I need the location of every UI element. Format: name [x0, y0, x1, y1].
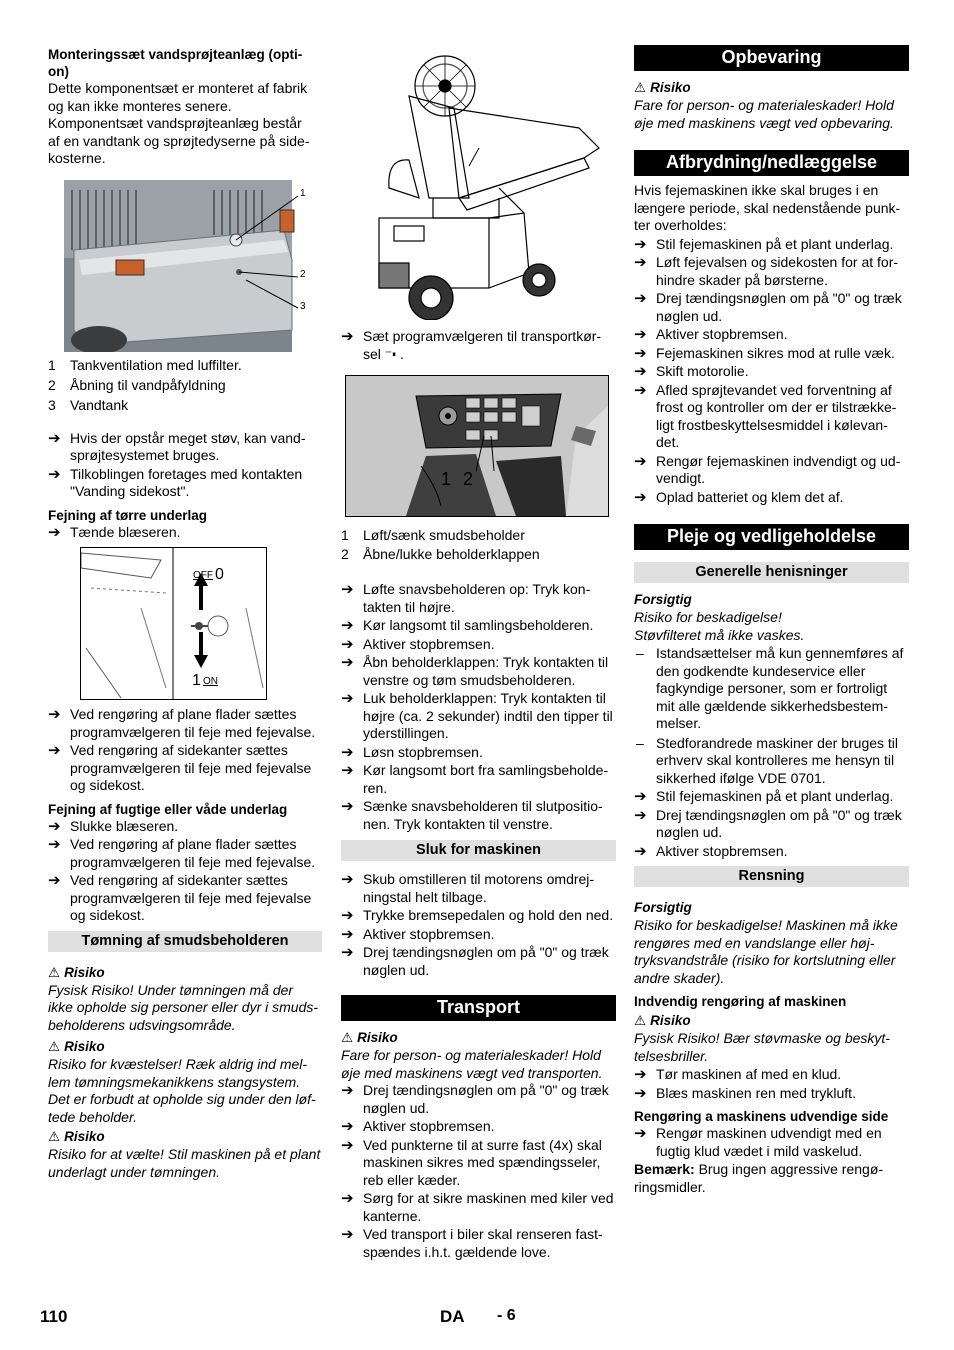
risk-label: ⚠ Risiko: [48, 1039, 105, 1054]
arrow-icon: ➔: [341, 871, 354, 888]
arrow-icon: ➔: [341, 690, 354, 707]
step-item: ➔ Blæs maskinen ren med trykluft.: [634, 1084, 856, 1102]
arrow-icon: ➔: [634, 326, 647, 343]
legend-item: 1 Tankventilation med luffilter.: [48, 356, 242, 373]
fan-switch-figure: [80, 547, 267, 700]
shutdown-intro: længere periode, skal nedenstående punk-: [634, 199, 901, 216]
step-item: ➔ Tilkoblingen foretages med kontakten "Vanding sidekost".: [48, 465, 303, 499]
arrow-icon: ➔: [634, 381, 647, 399]
kit-text-3: Komponentsæt vandsprøjteanlæg består: [48, 115, 302, 131]
arrow-icon: ➔: [634, 452, 647, 470]
arrow-icon: ➔: [634, 1084, 647, 1102]
risk-text: underlagt under tømningen.: [48, 1163, 220, 1180]
wet-title: Fejning af fugtige eller våde underlag: [48, 801, 288, 817]
risk-label: ⚠ Risiko: [634, 1013, 691, 1028]
caution-text: Risiko for beskadigelse! Maskinen må ikke: [634, 917, 898, 933]
photo-callout-3: 3: [300, 300, 306, 312]
photo-callout-1: 1: [300, 187, 306, 199]
warning-icon: ⚠: [634, 1013, 647, 1028]
step-item: ➔ Afled sprøjtevandet ved forventning af frost og kontroller om der er tilstrække-ligt frostbeskyttelsesmiddel i kølevan-det.: [634, 381, 897, 450]
step-item: ➔ Sæt programvælgeren til transportkør-sel ⁻🢞 .: [341, 328, 602, 362]
arrow-icon: ➔: [341, 1136, 354, 1154]
caution-label: Forsigtig: [634, 592, 692, 607]
outside-title: Rengøring a maskinens udvendige side: [634, 1109, 889, 1124]
dash-item: – Stedforandrede maskiner der bruges til erhverv skal kontrolleres me hensyn til sikkerhed ifølge VDE 0701.: [636, 734, 899, 786]
step-item: ➔ Ved rengøring af sidekanter sættes programvælgeren til feje med fejevalse og sidekost.: [48, 872, 312, 923]
storage-title: Opbevaring: [634, 45, 909, 71]
risk-text: Fysisk Risiko! Under tømningen må der: [48, 981, 294, 998]
sub-page-number: - 6: [497, 1307, 516, 1324]
column-left: [48, 40, 322, 1181]
arrow-icon: ➔: [341, 907, 354, 924]
arrow-icon: ➔: [48, 836, 61, 853]
step-item: ➔ Drej tændingsnøglen om på "0" og træk nøglen ud.: [634, 806, 902, 840]
risk-text: øje med maskinens vægt ved opbevaring.: [634, 114, 894, 131]
step-item: ➔ Løsn stopbremsen.: [341, 743, 483, 761]
arrow-icon: ➔: [634, 290, 647, 307]
arrow-icon: ➔: [341, 1190, 354, 1207]
arrow-icon: ➔: [341, 743, 354, 761]
column-middle: [341, 40, 616, 1261]
risk-label: ⚠ Risiko: [48, 1129, 105, 1144]
risk-text: Det er forbudt at opholde sig under den løf-: [48, 1091, 316, 1107]
risk-text: beholderens udsvingsområde.: [48, 1016, 236, 1033]
risk-label: ⚠ Risiko: [634, 80, 691, 95]
arrow-icon: ➔: [634, 788, 647, 805]
risk-text: Risiko for kvæstelser! Ræk aldrig ind mel-: [48, 1056, 308, 1072]
caution-label: Forsigtig: [634, 900, 692, 915]
caution-text: tryksvandstråle (risiko for kortslutning eller: [634, 952, 896, 968]
step-item: ➔ Aktiver stopbremsen.: [634, 842, 788, 860]
caution-text: Støvfilteret må ikke vaskes.: [634, 626, 805, 643]
arrow-icon: ➔: [634, 1125, 647, 1142]
arrow-icon: ➔: [341, 635, 354, 653]
step-item: ➔ Ved rengøring af plane flader sættes programvælgeren til feje med fejevalse.: [48, 836, 316, 870]
step-item: ➔ Drej tændingsnøglen om på "0" og træk nøglen ud.: [341, 1082, 609, 1116]
arrow-icon: ➔: [634, 254, 647, 271]
kit-text-4: af en vandtank og sprøjtedyserne på side-: [48, 132, 310, 149]
switch-on-label: ON: [203, 676, 218, 687]
step-item: ➔ Oplad batteriet og klem det af.: [634, 488, 844, 506]
language-code: DA: [440, 1307, 465, 1326]
caution-text: rengøres med en vandslange eller høj-: [634, 934, 875, 951]
arrow-icon: ➔: [341, 581, 354, 598]
arrow-icon: ➔: [48, 465, 61, 483]
arrow-icon: ➔: [634, 344, 647, 362]
step-item: ➔ Ved rengøring af plane flader sættes programvælgeren til feje med fejevalse.: [48, 706, 316, 740]
arrow-icon: ➔: [341, 328, 354, 345]
off-section-title: Sluk for maskinen: [341, 840, 616, 861]
step-item: ➔ Skub omstilleren til motorens omdrej-ningstal helt tilbage.: [341, 871, 595, 905]
step-item: ➔ Rengør fejemaskinen indvendigt og ud-vendigt.: [634, 452, 901, 486]
arrow-icon: ➔: [634, 1066, 647, 1083]
control-panel-photo: [345, 375, 609, 517]
step-item: ➔ Hvis der opstår meget støv, kan vand-sprøjtesystemet bruges.: [48, 429, 306, 463]
step-item: ➔ Fejemaskinen sikres mod at rulle væk.: [634, 344, 895, 362]
risk-text: ikke opholde sig personer eller dyr i smuds-: [48, 999, 319, 1015]
risk-text: Fysisk Risiko! Bær støvmaske og beskyt-: [634, 1030, 890, 1046]
kit-text-5: kosterne.: [48, 150, 106, 166]
step-item: ➔ Aktiver stopbremsen.: [341, 1118, 495, 1135]
risk-text: øje med maskinens vægt ved transporten.: [341, 1064, 603, 1081]
step-item: ➔ Sørg for at sikre maskinen med kiler ved kanterne.: [341, 1190, 614, 1224]
step-item: ➔ Aktiver stopbremsen.: [634, 326, 788, 343]
legend-item: 2 Åbning til vandpåfyldning: [48, 376, 226, 393]
step-item: ➔ Aktiver stopbremsen.: [341, 925, 495, 943]
arrow-icon: ➔: [341, 617, 354, 634]
step-item: ➔ Luk beholderklappen: Tryk kontakten til højre (ca. 2 sekunder) indtil den tipper til yderstillingen.: [341, 690, 613, 741]
risk-text: Fare for person- og materialeskader! Hold: [634, 97, 894, 113]
arrow-icon: ➔: [48, 742, 61, 759]
step-item: ➔ Løfte snavsbeholderen op: Tryk kon-takten til højre.: [341, 581, 591, 615]
dry-title: Fejning af tørre underlag: [48, 507, 208, 523]
step-item: ➔ Åbn beholderklappen: Tryk kontakten til venstre og tøm smudsbeholderen.: [341, 654, 609, 688]
warning-icon: ⚠: [634, 80, 647, 95]
risk-text: Fare for person- og materialeskader! Hold: [341, 1047, 601, 1063]
step-item: ➔ Stil fejemaskinen på et plant underlag.: [634, 235, 894, 253]
arrow-icon: ➔: [634, 842, 647, 860]
column-right: [634, 40, 909, 1196]
risk-label: ⚠ Risiko: [48, 964, 105, 980]
arrow-icon: ➔: [634, 806, 647, 824]
step-item: ➔ Løft fejevalsen og sidekosten for at for-hindre skader på børsterne.: [634, 254, 899, 288]
arrow-icon: ➔: [341, 1082, 354, 1099]
panel-label-2: 2: [463, 469, 474, 489]
panel-label-1: 1: [441, 469, 452, 489]
step-item: ➔ Sænke snavsbeholderen til slutpositio-nen. Tryk kontakten til venstre.: [341, 798, 603, 832]
arrow-icon: ➔: [341, 925, 354, 943]
legend-item: 2 Åbne/lukke beholderklappen: [341, 546, 540, 562]
step-item: ➔ Tør maskinen af med en klud.: [634, 1066, 842, 1083]
caution-text: andre skader).: [634, 969, 725, 986]
step-item: ➔ Aktiver stopbremsen.: [341, 635, 495, 653]
arrow-icon: ➔: [341, 798, 354, 815]
step-item: ➔ Kør langsomt bort fra samlingsbeholde-ren.: [341, 762, 609, 796]
legend-item: 1 Løft/sænk smudsbeholder: [341, 527, 525, 543]
arrow-icon: ➔: [48, 817, 61, 835]
step-item: ➔ Ved rengøring af sidekanter sættes programvælgeren til feje med fejevalse og sidekost.: [48, 742, 312, 793]
shutdown-intro: ter overholdes:: [634, 217, 727, 233]
step-item: ➔ Trykke bremsepedalen og hold den ned.: [341, 907, 614, 924]
arrow-icon: ➔: [341, 762, 354, 779]
step-item: ➔ Rengør maskinen udvendigt med en fugtig klud vædet i mild vaskelud.: [634, 1125, 882, 1159]
page-number: 110: [40, 1307, 68, 1326]
caution-text: Risiko for beskadigelse!: [634, 609, 782, 625]
risk-text: Risiko for at vælte! Stil maskinen på et plant: [48, 1146, 321, 1162]
kit-title: Monteringssæt vandsprøjteanlæg (opti-on): [48, 47, 303, 79]
transport-title: Transport: [341, 995, 616, 1021]
arrow-icon: ➔: [634, 235, 647, 253]
dash-item: – Istandsættelser må kun gennemføres af den godkendte kundeservice eller fagkyndige personer, som er fortroligt mit alle gældende sikkerhedsbestem-melser.: [636, 645, 904, 731]
water-tank-photo: [64, 180, 309, 352]
step-item: ➔ Kør langsomt til samlingsbeholderen.: [341, 617, 594, 634]
step-item: ➔ Tænde blæseren.: [48, 523, 181, 541]
clean-title: Rensning: [634, 866, 909, 887]
warning-icon: ⚠: [48, 964, 61, 980]
warning-icon: ⚠: [341, 1030, 354, 1045]
arrow-icon: ➔: [634, 363, 647, 380]
risk-text: lem tømningsmekanikkens stangsystem.: [48, 1073, 301, 1090]
kit-text-2: og kan ikke monteres senere.: [48, 97, 232, 114]
arrow-icon: ➔: [341, 944, 354, 961]
switch-off-label: OFF: [193, 570, 213, 581]
care-title: Pleje og vedligeholdelse: [634, 524, 909, 550]
step-item: ➔ Stil fejemaskinen på et plant underlag.: [634, 788, 894, 805]
step-item: ➔ Ved punkterne til at surre fast (4x) skal maskinen sikres med spændingsseler, reb eller kæder.: [341, 1136, 602, 1188]
arrow-icon: ➔: [341, 654, 354, 671]
photo-callout-2: 2: [300, 268, 306, 280]
shutdown-intro: Hvis fejemaskinen ikke skal bruges i en: [634, 182, 879, 198]
arrow-icon: ➔: [634, 488, 647, 506]
step-item: ➔ Skift motorolie.: [634, 363, 749, 380]
step-item: ➔ Ved transport i biler skal renseren fast-spændes i.h.t. gældende love.: [341, 1226, 603, 1260]
switch-one-label: 1: [192, 672, 201, 689]
arrow-icon: ➔: [48, 706, 61, 723]
risk-text: tede beholder.: [48, 1108, 137, 1125]
arrow-icon: ➔: [341, 1118, 354, 1135]
inside-title: Indvendig rengøring af maskinen: [634, 994, 847, 1009]
kit-text-1: Dette komponentsæt er monteret af fabrik: [48, 80, 308, 96]
arrow-icon: ➔: [48, 523, 61, 541]
risk-text: telsesbriller.: [634, 1047, 709, 1064]
step-item: ➔ Slukke blæseren.: [48, 817, 179, 835]
shutdown-title: Afbrydning/nedlæggelse: [634, 150, 909, 176]
risk-label: ⚠ Risiko: [341, 1030, 398, 1045]
arrow-icon: ➔: [48, 429, 61, 447]
legend-item: 3 Vandtank: [48, 396, 129, 413]
arrow-icon: ➔: [48, 872, 61, 889]
arrow-icon: ➔: [341, 1226, 354, 1243]
switch-zero-label: 0: [215, 566, 224, 583]
step-item: ➔ Drej tændingsnøglen om på "0" og træk nøglen ud.: [341, 944, 609, 978]
general-title: Generelle henisninger: [634, 562, 909, 583]
warning-icon: ⚠: [48, 1039, 61, 1054]
warning-icon: ⚠: [48, 1129, 61, 1144]
note: Bemærk: Brug ingen aggressive rengø-ringsmidler.: [634, 1161, 884, 1195]
sweeper-drawing: [349, 48, 609, 320]
empty-section-title: Tømning af smudsbeholderen: [48, 931, 322, 952]
step-item: ➔ Drej tændingsnøglen om på "0" og træk nøglen ud.: [634, 290, 902, 324]
